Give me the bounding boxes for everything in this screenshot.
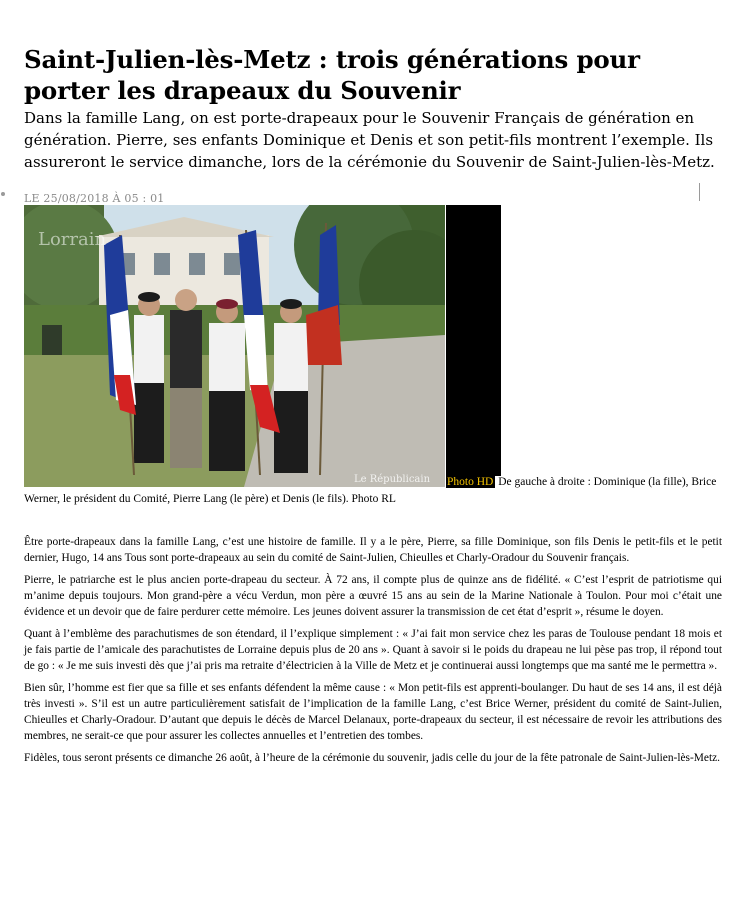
article-paragraph: Quant à l’emblème des parachutismes de son étendard, il l’explique simplement : « J’ai fait mon service chez les paras de Toulouse pendant 18 mois et je fais partie de l’amicale des parachutistes de Lorraine depuis plus de 20 ans ». Quant à savoir si le poids du drapeau ne lui pèse pas trop, il répond tout de go : « Je me suis investi dès que j’ai pris ma retraite d’électricien à la Ville de Metz et je continuerai aussi longtemps que ma santé me le permettra ». bbox=[24, 628, 722, 672]
photo-watermark-bottom: Le Républicain bbox=[354, 474, 431, 485]
article-paragraph: Être porte-drapeaux dans la famille Lang, c’est une histoire de famille. Il y a le père, Pierre, sa fille Dominique, son fils Denis le petit-fils et le petit dernier, Hugo, 14 ans Tous sont porte-drapeaux au sein du comité de Saint-Julien, Chieulles et Charly-Oradour du Souvenir français. bbox=[24, 536, 722, 564]
photo-caption bbox=[24, 474, 722, 508]
article-body bbox=[24, 534, 722, 766]
article-paragraph: Bien sûr, l’homme est fier que sa fille et ses enfants défendent la même cause : « Mon petit-fils est apprenti-boulanger. Du haut de ses 14 ans, il est déjà très investi ». S’il est un autre particulièrement satisfait de l’implication de la famille Lang, c’est Brice Werner, président du comité de Saint-Julien, Chieulles et Charly-Oradour. D’autant que depuis le décès de Marcel Delanaux, porte-drapeaux du secteur, il est nécessaire de revoir les attributions des membres, ne serait-ce que pour assurer les collectes annuelles et l’entretien des tombes. bbox=[24, 682, 722, 742]
article-lead: Dans la famille Lang, on est porte-drapeaux pour le Souvenir Français de génération en génération. Pierre, ses enfants Dominique et Denis et son petit-fils montrent l’exemple. Ils assureront le service dimanche, lors de la cérémonie du Souvenir de Saint-Julien-lès-Metz. bbox=[24, 109, 715, 171]
bullet-icon bbox=[1, 192, 5, 196]
photo-caption-text: De gauche à droite : Dominique (la fille), Brice Werner, le président du Comité, Pierre Lang (le père) et Denis (le fils). Photo RL bbox=[24, 476, 717, 505]
article-photo[interactable] bbox=[24, 205, 445, 487]
article-meta bbox=[24, 187, 722, 205]
article bbox=[24, 44, 722, 772]
divider-mark bbox=[699, 183, 700, 201]
photo-hd-link[interactable]: Photo HD bbox=[447, 476, 494, 488]
photo-watermark-top: Lorrain bbox=[38, 229, 107, 250]
dateline: LE 25/08/2018 À 05 : 01 bbox=[24, 192, 165, 205]
article-paragraph: Fidèles, tous seront présents ce dimanche 26 août, à l’heure de la cérémonie du souvenir, jadis celle du jour de la fête patronale de Saint-Julien-lès-Metz. bbox=[24, 752, 721, 764]
article-paragraph: Pierre, le patriarche est le plus ancien porte-drapeau du secteur. À 72 ans, il compte plus de quinze ans de fidélité. « C’est l’esprit de patriotisme qui m’anime depuis toujours. Mon grand-père a vécu Verdun, mon père a œuvré 15 ans au sein de la Marine Nationale à Toulon. Pour moi c’était une évidence et un devoir que de faire perdurer cette mémoire. Les jeunes doivent assurer la transmission de cet état d’esprit », résume le doyen. bbox=[24, 574, 722, 618]
photo-side-panel bbox=[446, 205, 501, 476]
article-figure bbox=[24, 205, 722, 487]
article-title: Saint-Julien-lès-Metz : trois générations pour porter les drapeaux du Souvenir bbox=[24, 45, 640, 105]
